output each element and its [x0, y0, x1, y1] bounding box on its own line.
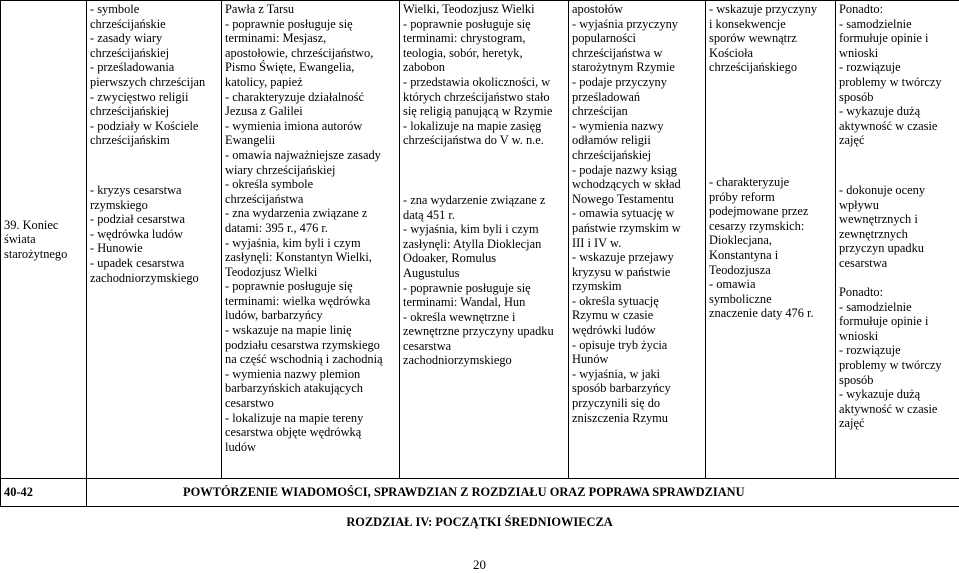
requirements-basic-cell [222, 1, 400, 479]
text-line [839, 271, 956, 286]
text-line: chrześcijaństwa w [572, 46, 702, 61]
text-line: się religią panującą w Rzymie [403, 104, 565, 119]
text-line: - przedstawia okoliczności, w [403, 75, 565, 90]
text-line: - zna wydarzenia związane z [225, 206, 396, 221]
text-line: - prześladowania [90, 60, 218, 75]
text-line: III i IV w. [572, 236, 702, 251]
text-line: których chrześcijaństwo stało [403, 90, 565, 105]
text-line: chrześcijańskiej [572, 148, 702, 163]
text-line: barbarzyńskich atakujących [225, 381, 396, 396]
text-line: - rozwiązuje [839, 60, 956, 75]
text-line: wchodzących w skład [572, 177, 702, 192]
text-line: zachodniorzymskiego [403, 353, 565, 368]
text-line: - określa sytuację [572, 294, 702, 309]
text-line: ludów [225, 440, 396, 455]
text-line: - samodzielnie [839, 17, 956, 32]
text-line: - podział cesarstwa [90, 212, 218, 227]
text-line: terminami: Wandal, Hun [403, 295, 565, 310]
requirements-extended-cell [400, 1, 569, 479]
text-line: teologia, sobór, heretyk, [403, 46, 565, 61]
table-row [1, 479, 959, 507]
text-line: świata [4, 232, 83, 247]
text-line: - samodzielnie [839, 300, 956, 315]
text-line: cesarstwa objęte wędrówką [225, 425, 396, 440]
text-line: próby reform [709, 190, 832, 205]
text-line: Jezusa z Galilei [225, 104, 396, 119]
text-line: cesarstwo [225, 396, 396, 411]
text-line: zewnętrzne przyczyny upadku [403, 324, 565, 339]
text-line: formułuje opinie i [839, 31, 956, 46]
text-line: odłamów religii [572, 133, 702, 148]
text-line: - wyjaśnia, w jaki [572, 367, 702, 382]
text-line: Pawła z Tarsu [225, 2, 396, 17]
text-line: sposób [839, 90, 956, 105]
text-line: - wyjaśnia przyczyny [572, 17, 702, 32]
text-line: - charakteryzuje [709, 175, 832, 190]
text-line: prześladowań [572, 90, 702, 105]
text-line: chrześcijaństwa do V w. n.e. [403, 133, 565, 148]
text-line: apostołów [572, 2, 702, 17]
page-number: 20 [0, 557, 959, 573]
text-line: - zwycięstwo religii [90, 90, 218, 105]
text-line: terminami: Mesjasz, [225, 31, 396, 46]
text-line: wpływu [839, 198, 956, 213]
text-line: - wyjaśnia, kim byli i czym [225, 236, 396, 251]
text-line: - kryzys cesarstwa [90, 183, 218, 198]
review-lesson-cell: 40-42 [1, 479, 87, 507]
text-line: chrześcijańskiej [90, 104, 218, 119]
text-line: - wykazuje dużą [839, 104, 956, 119]
topics-cell [87, 1, 222, 479]
text-line: cesarzy rzymskich: [709, 219, 832, 234]
text-line: sposób [839, 373, 956, 388]
text-line: znaczenie daty 476 r. [709, 306, 832, 321]
text-line: starożytnego [4, 247, 83, 262]
text-line: Pismo Święte, Ewangelia, [225, 60, 396, 75]
text-line: - podziały w Kościele [90, 119, 218, 134]
text-line: Ponadto: [839, 2, 956, 17]
text-line: Teodozjusza [709, 263, 832, 278]
text-line: Rzymu w czasie [572, 308, 702, 323]
text-line: - podaje nazwy ksiąg [572, 163, 702, 178]
text-line: przyczynili się do [572, 396, 702, 411]
text-line: zajęć [839, 416, 956, 431]
text-line: - wykazuje dużą [839, 387, 956, 402]
text-line: - lokalizuje na mapie tereny [225, 411, 396, 426]
text-line: chrześcijańskim [90, 133, 218, 148]
text-line: - wskazuje na mapie linię [225, 323, 396, 338]
text-line: sposób barbarzyńcy [572, 381, 702, 396]
text-line: apostołowie, chrześcijaństwo, [225, 46, 396, 61]
text-line: rzymskiego [90, 198, 218, 213]
text-line: wiary chrześcijańskiej [225, 163, 396, 178]
text-line: i konsekwencje [709, 17, 832, 32]
text-line: zachodniorzymskiego [90, 271, 218, 286]
text-line: aktywność w czasie [839, 119, 956, 134]
text-line: Hunów [572, 352, 702, 367]
text-line: - wymienia imiona autorów [225, 119, 396, 134]
text-line: katolicy, papież [225, 75, 396, 90]
text-line: - opisuje tryb życia [572, 338, 702, 353]
text-line: przyczyn upadku [839, 241, 956, 256]
text-line: Kościoła [709, 46, 832, 61]
text-line: problemy w twórczy [839, 75, 956, 90]
requirements-top-cell [836, 1, 959, 479]
text-line: zabobon [403, 60, 565, 75]
text-line: wewnętrznych i [839, 212, 956, 227]
text-line: Nowego Testamentu [572, 192, 702, 207]
text-line: symboliczne [709, 292, 832, 307]
text-line: - dokonuje oceny [839, 183, 956, 198]
text-line: - charakteryzuje działalność [225, 90, 396, 105]
text-line: - określa symbole [225, 177, 396, 192]
text-line: - wyjaśnia, kim byli i czym [403, 222, 565, 237]
text-line: kryzysu w państwie [572, 265, 702, 280]
text-line: - rozwiązuje [839, 343, 956, 358]
text-line: - symbole [90, 2, 218, 17]
text-line: Odoaker, Romulus [403, 251, 565, 266]
text-line: cesarstwa [403, 339, 565, 354]
text-line: datami: 395 r., 476 r. [225, 221, 396, 236]
text-line: - wskazuje przyczyny [709, 2, 832, 17]
text-line: - omawia sytuację w [572, 206, 702, 221]
text-line: - poprawnie posługuje się [403, 17, 565, 32]
text-line: podejmowane przez [709, 204, 832, 219]
text-line: podziału cesarstwa rzymskiego [225, 338, 396, 353]
requirements-advanced-cell [569, 1, 706, 479]
text-line: problemy w twórczy [839, 358, 956, 373]
text-line: zewnętrznych [839, 227, 956, 242]
text-line: Teodozjusz Wielki [225, 265, 396, 280]
text-line: chrześcijańskie [90, 17, 218, 32]
text-line: - zasady wiary [90, 31, 218, 46]
text-line: cesarstwa [839, 256, 956, 271]
text-line: ludów, barbarzyńcy [225, 308, 396, 323]
text-line: wnioski [839, 329, 956, 344]
text-line: terminami: chrystogram, [403, 31, 565, 46]
text-line: starożytnym Rzymie [572, 60, 702, 75]
text-line: chrześcijaństwa [225, 192, 396, 207]
text-line: pierwszych chrześcijan [90, 75, 218, 90]
text-line: - zna wydarzenie związane z [403, 193, 565, 208]
text-line: Konstantyna i [709, 248, 832, 263]
text-line: 39. Koniec [4, 218, 83, 233]
text-line: - omawia [709, 277, 832, 292]
text-line: zniszczenia Rzymu [572, 411, 702, 426]
text-line: - wymienia nazwy [572, 119, 702, 134]
table-row [1, 1, 959, 479]
text-line: chrześcijańskiej [90, 46, 218, 61]
text-line: Ewangelii [225, 133, 396, 148]
text-line: Ponadto: [839, 285, 956, 300]
text-line: zasłynęli: Konstantyn Wielki, [225, 250, 396, 265]
text-line: - Hunowie [90, 241, 218, 256]
text-line: - omawia najważniejsze zasady [225, 148, 396, 163]
text-line: - wskazuje przejawy [572, 250, 702, 265]
text-line: państwie rzymskim w [572, 221, 702, 236]
requirements-full-cell [706, 1, 836, 479]
lesson-cell [1, 1, 87, 479]
text-line: sporów wewnątrz [709, 31, 832, 46]
text-line: wędrówki ludów [572, 323, 702, 338]
text-line: - lokalizuje na mapie zasięg [403, 119, 565, 134]
text-line: chrześcijan [572, 104, 702, 119]
text-line: Wielki, Teodozjusz Wielki [403, 2, 565, 17]
text-line: popularności [572, 31, 702, 46]
text-line: - poprawnie posługuje się [403, 281, 565, 296]
section-title: ROZDZIAŁ IV: POCZĄTKI ŚREDNIOWIECZA [0, 515, 959, 530]
text-line: terminami: wielka wędrówka [225, 294, 396, 309]
text-line: Dioklecjana, [709, 233, 832, 248]
text-line: datą 451 r. [403, 208, 565, 223]
text-line: - podaje przyczyny [572, 75, 702, 90]
text-line: - poprawnie posługuje się [225, 17, 396, 32]
text-line: formułuje opinie i [839, 314, 956, 329]
text-line: zasłynęli: Atylla Dioklecjan [403, 237, 565, 252]
text-line: Augustulus [403, 266, 565, 281]
text-line: chrześcijańskiego [709, 60, 832, 75]
text-line: wnioski [839, 46, 956, 61]
text-line: na część wschodnią i zachodnią [225, 352, 396, 367]
text-line: rzymskim [572, 279, 702, 294]
text-line: - wymienia nazwy plemion [225, 367, 396, 382]
text-line: zajęć [839, 133, 956, 148]
text-line: aktywność w czasie [839, 402, 956, 417]
text-line: - wędrówka ludów [90, 227, 218, 242]
text-line: - poprawnie posługuje się [225, 279, 396, 294]
text-line: - upadek cesarstwa [90, 256, 218, 271]
review-text-cell: POWTÓRZENIE WIADOMOŚCI, SPRAWDZIAN Z ROZDZIAŁU ORAZ POPRAWA SPRAWDZIANU [87, 479, 959, 507]
text-line: - określa wewnętrzne i [403, 310, 565, 325]
